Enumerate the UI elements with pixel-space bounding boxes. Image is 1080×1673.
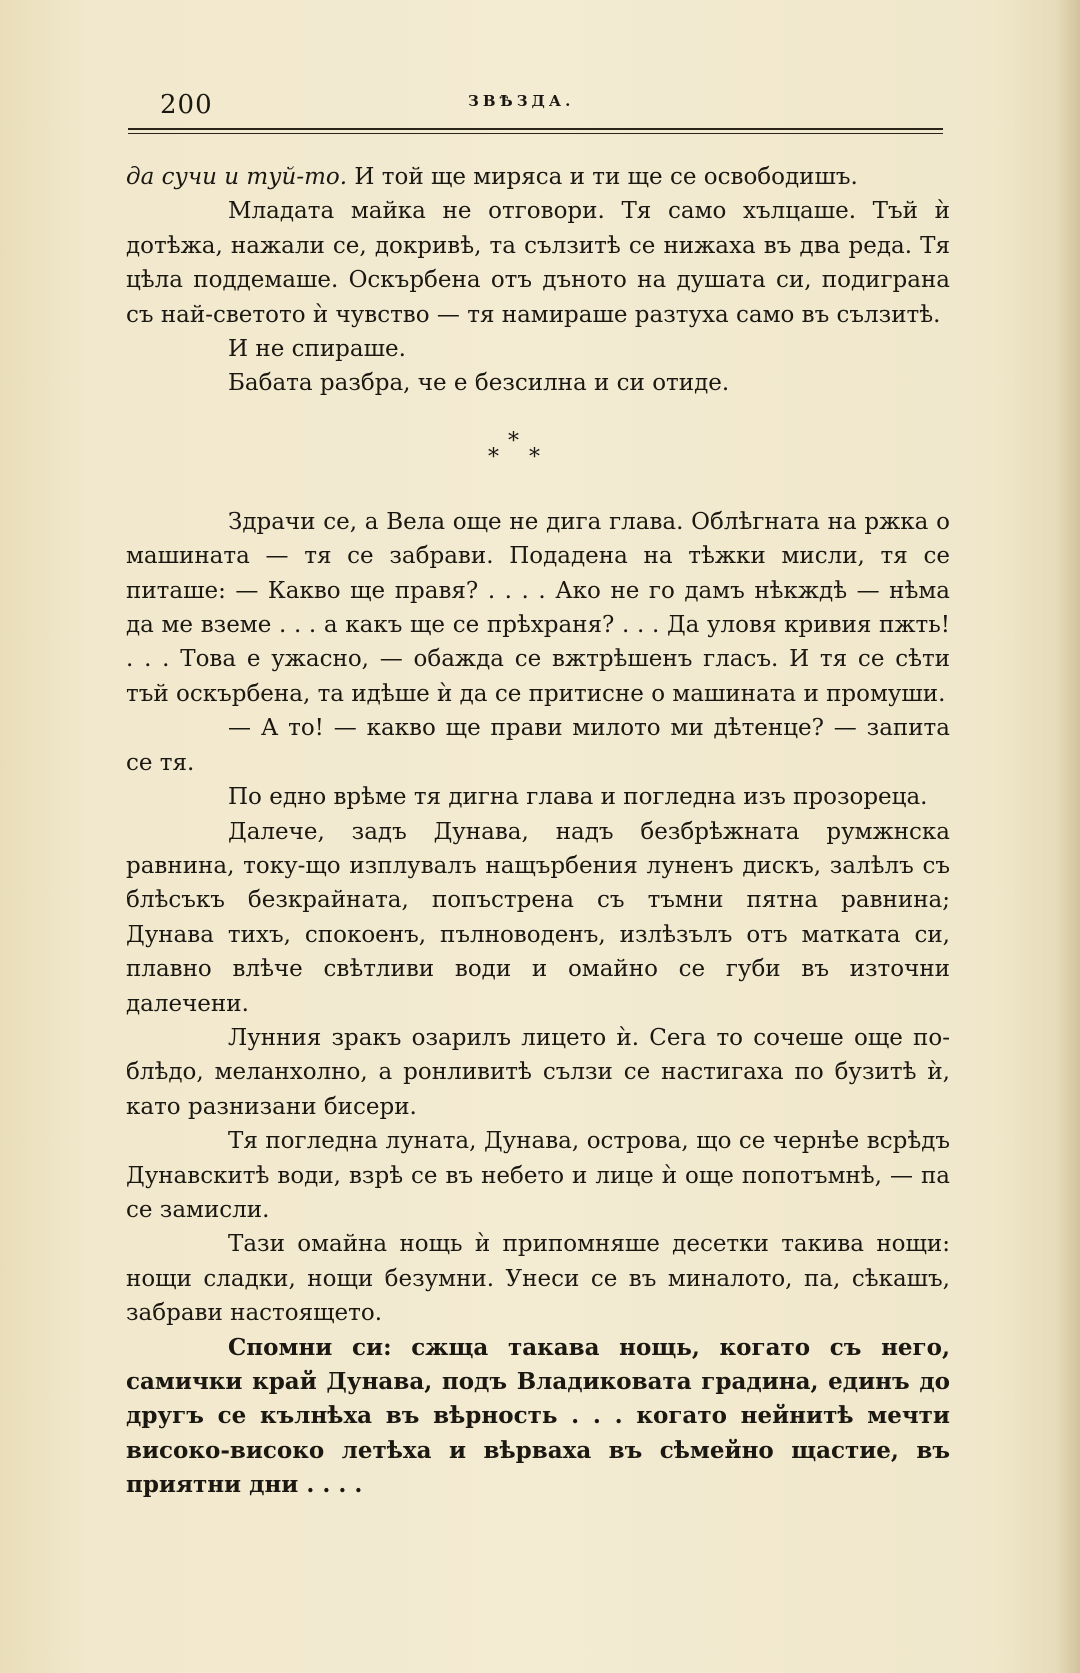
running-title: ЗВѢЗДА. <box>468 92 575 110</box>
page-number: 200 <box>160 90 213 120</box>
page-edge-shadow <box>1056 0 1080 1673</box>
paragraph: Здрачи се, а Вела още не дига глава. Облѣгната на ржка о машината — тя се забрави. Подадена на тѣжки мисли, тя се питаше: — Какво ще правя? . . . . Ако не го дамъ нѣкждѣ — нѣма да ме вземе . . . а какъ ще се прѣхраня? . . . Да уловя кривия пжть! . . . Това е ужасно, — обажда се вжтрѣшенъ гласъ. И тя се сѣти тъй оскърбена, та идѣше ѝ да се притисне о машината и промуши. <box>126 508 950 707</box>
paragraph: Далече, задъ Дунава, надъ безбрѣжната румжнска равнина, току-що изплувалъ нащърбения луненъ дискъ, залѣлъ съ блѣсъкъ безкрайната, попъстрена съ тъмни пятна равнина; Дунава тихъ, спокоенъ, пълноводенъ, излѣзълъ отъ матката си, плавно влѣче свѣтливи води и омайно се губи въ източни далечени. <box>126 818 950 1017</box>
paragraph: Тази омайна нощь ѝ припомняше десетки такива нощи: нощи сладки, нощи безумни. Унеси се въ миналото, па, сѣкашъ, забрави настоящето. <box>126 1231 950 1327</box>
paragraph-continuation <box>126 160 950 194</box>
asterism-star: * <box>488 444 499 470</box>
paragraph: Бабата разбра, че е безсилна и си отиде. <box>228 370 730 397</box>
section-asterism <box>126 401 950 505</box>
paragraph-continuation-rest: И той ще миряса и ти ще се освободишъ. <box>347 164 858 190</box>
asterism-star: * <box>529 444 540 470</box>
italic-fragment: да сучи и туй-то. <box>126 164 348 190</box>
header-rule-thick <box>128 128 943 130</box>
asterism-star: * <box>508 428 519 454</box>
paragraph: — А то! — какво ще прави милото ми дѣтенце? — запита се тя. <box>126 715 950 776</box>
page-header <box>128 86 943 126</box>
paragraph: Спомни си: сжща такава нощь, когато съ него, самички край Дунава, подъ Владиковата градина, единъ до другъ се кълнѣха въ вѣрность . . . когато нейнитѣ мечти високо-високо летѣха и вѣрваха въ сѣмейно щастие, въ приятни дни . . . . <box>126 1333 950 1499</box>
paragraph: По едно врѣме тя дигна глава и погледна изъ прозореца. <box>228 784 928 811</box>
body-text <box>126 160 950 1503</box>
header-rule-thin <box>128 133 943 134</box>
paragraph: Младата майка не отговори. Тя само хълцаше. Тъй ѝ дотѣжа, нажали се, докривѣ, та сълзитѣ се нижаха въ два реда. Тя цѣла поддемаше. Оскърбена отъ дъното на душата си, подиграна съ най-светото ѝ чувство — тя намираше разтуха само въ сълзитѣ. <box>126 198 950 328</box>
paragraph: Тя погледна луната, Дунава, острова, що се чернѣе всрѣдъ Дунавскитѣ води, взрѣ се въ небето и лице ѝ още попотъмнѣ, — па се замисли. <box>126 1128 950 1223</box>
paragraph: И не спираше. <box>228 336 406 363</box>
paragraph: Лунния зракъ озарилъ лицето ѝ. Сега то сочеше още по-блѣдо, меланхолно, а ронливитѣ сълзи се настигаха по бузитѣ ѝ, като разнизани бисери. <box>126 1024 950 1120</box>
